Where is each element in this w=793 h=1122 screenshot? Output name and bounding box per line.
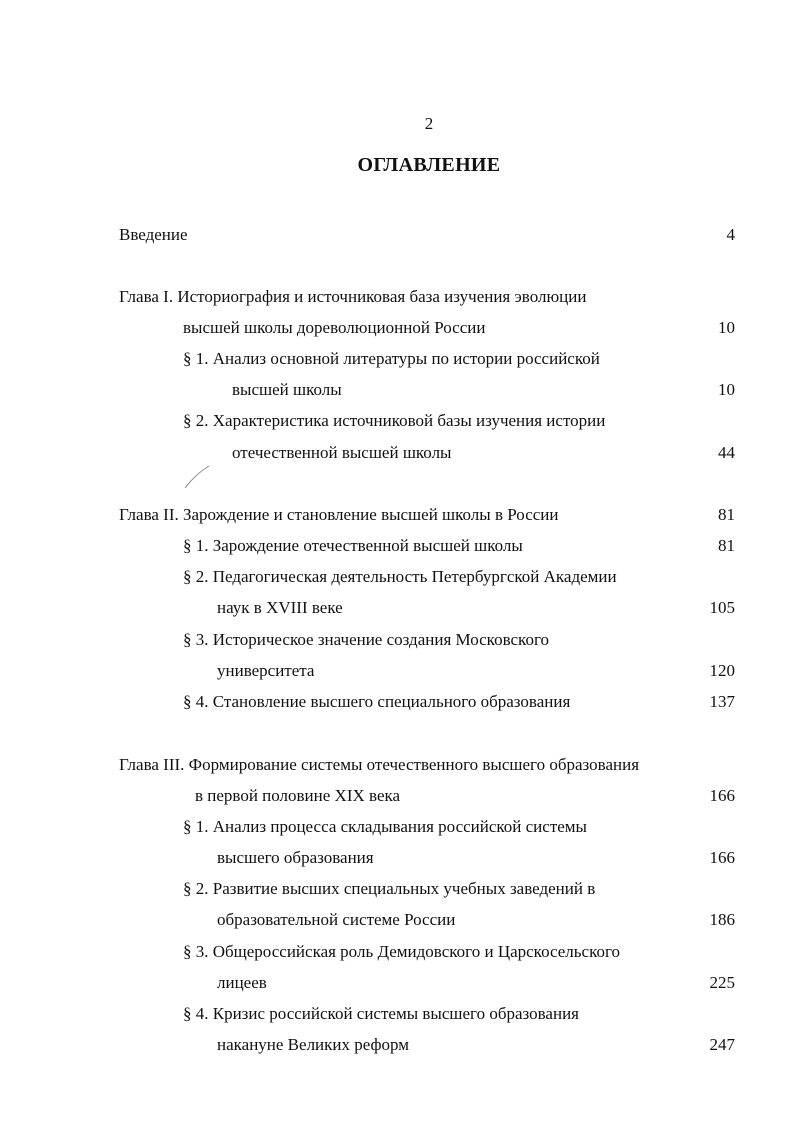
toc-ch3-section-2-line1: § 2. Развитие высших специальных учебных заведений в	[183, 879, 596, 898]
toc-ch3-section-3-line1: § 3. Общероссийская роль Демидовского и Царскосельского	[183, 942, 621, 961]
toc-page-chapter-1: 10	[718, 318, 735, 337]
toc-ch2-section-3-line2: университета	[217, 661, 315, 680]
toc-ch2-section-2-line2: наук в XVIII веке	[217, 598, 343, 617]
toc-ch3-section-4-line2: накануне Великих реформ	[217, 1035, 410, 1054]
toc-chapter-3-title-line1: Глава III. Формирование системы отечественного высшего образования	[119, 755, 640, 774]
page-title: ОГЛАВЛЕНИЕ	[357, 154, 501, 176]
toc-ch2-section-1-line1: § 1. Зарождение отечественной высшей школы	[183, 536, 523, 555]
toc-ch1-section-1-line2: высшей школы	[232, 380, 342, 399]
toc-page-ch3-section-1: 166	[709, 848, 735, 867]
toc-page-ch3-section-4: 247	[709, 1035, 735, 1054]
toc-ch3-section-3-line2: лицеев	[217, 973, 267, 992]
toc-page-ch2-section-1: 81	[718, 536, 735, 555]
toc-ch1-section-2-line2: отечественной высшей школы	[232, 443, 452, 462]
toc-page-ch2-section-4: 137	[709, 692, 735, 711]
toc-page-chapter-3: 166	[709, 786, 735, 805]
toc-chapter-2-title: Глава II. Зарождение и становление высшей школы в России	[119, 505, 559, 524]
toc-ch1-section-2-line1: § 2. Характеристика источниковой базы изучения истории	[183, 411, 606, 430]
toc-page-ch1-section-1: 10	[718, 380, 735, 399]
toc-ch1-section-1-line1: § 1. Анализ основной литературы по истории российской	[183, 349, 600, 368]
toc-entry-intro: Введение	[119, 225, 188, 244]
toc-ch3-section-2-line2: образовательной системе России	[217, 910, 456, 929]
toc-ch3-section-1-line2: высшего образования	[217, 848, 374, 867]
toc-ch2-section-2-line1: § 2. Педагогическая деятельность Петербургской Академии	[183, 567, 617, 586]
toc-page-ch3-section-3: 225	[709, 973, 735, 992]
pencil-mark-icon	[183, 464, 213, 490]
toc-chapter-1-title-line1: Глава I. Историография и источниковая база изучения эволюции	[119, 287, 587, 306]
page-number: 2	[424, 114, 434, 133]
toc-page-ch1-section-2: 44	[718, 443, 735, 462]
toc-chapter-3-title-line2: в первой половине XIX века	[195, 786, 401, 805]
toc-ch3-section-1-line1: § 1. Анализ процесса складывания российской системы	[183, 817, 587, 836]
toc-page-ch3-section-2: 186	[709, 910, 735, 929]
toc-ch3-section-4-line1: § 4. Кризис российской системы высшего образования	[183, 1004, 579, 1023]
toc-ch2-section-3-line1: § 3. Историческое значение создания Московского	[183, 630, 549, 649]
toc-page-intro: 4	[726, 225, 735, 244]
toc-page-chapter-2: 81	[718, 505, 735, 524]
toc-ch2-section-4-line1: § 4. Становление высшего специального образования	[183, 692, 571, 711]
toc-page-ch2-section-2: 105	[709, 598, 735, 617]
toc-page-ch2-section-3: 120	[709, 661, 735, 680]
toc-chapter-1-title-line2: высшей школы дореволюционной России	[183, 318, 486, 337]
